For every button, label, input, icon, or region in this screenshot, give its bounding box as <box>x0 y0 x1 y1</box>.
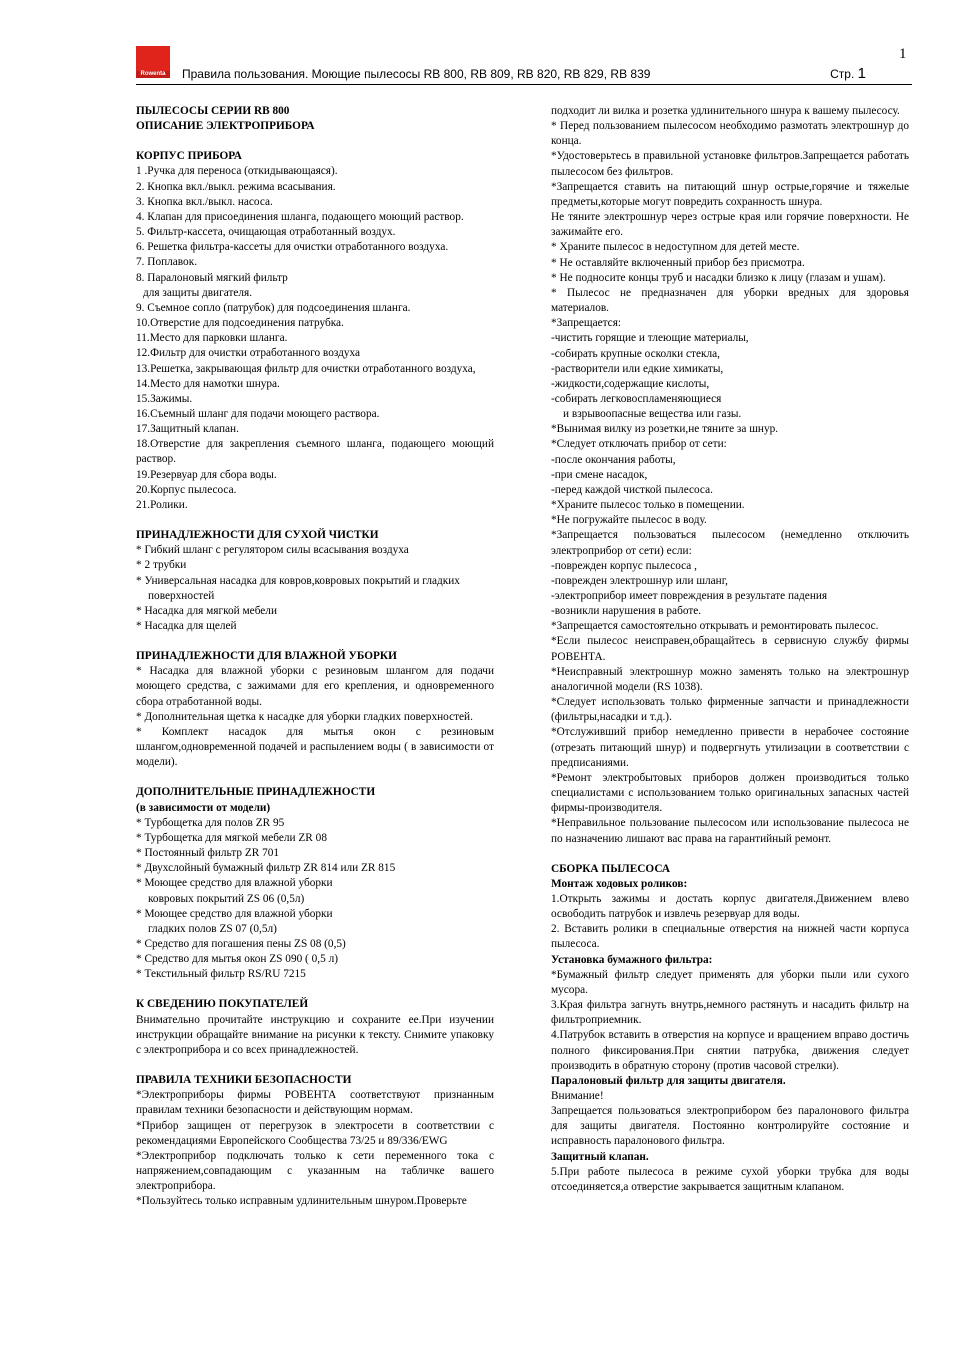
list-item: *Электроприборы фирмы РОВЕНТА соответствуют признанным правилам техники безопасности и действующим нормам. <box>136 1089 494 1117</box>
list-item: *Следует отключать прибор от сети: <box>551 438 727 451</box>
page-label: Стр. <box>830 67 855 81</box>
list-item: 5. Фильтр-кассета, очищающая отработанный воздух. <box>136 226 396 239</box>
valve-list <box>551 1165 909 1195</box>
list-item: 2. Вставить ролики в специальные отверстия на нижней части корпуса пылесоса. <box>551 923 909 951</box>
list-item: 6. Решетка фильтра-кассеты для очистки отработанного воздуха. <box>136 241 449 254</box>
list-item: * Постоянный фильтр ZR 701 <box>136 847 280 860</box>
list-item: 13.Решетка, закрывающая фильтр для очистки отработанного воздуха, <box>136 362 476 375</box>
list-item: * Насадка для влажной уборки с резиновым шлангом для подачи моющего средства, с зажимами для его крепления, и одновременного сбора отработанной воды. <box>136 665 494 708</box>
list-item: *Запрещается пользоваться пылесосом (немедленно отключить электроприбор от сети) если: <box>551 529 909 557</box>
section-heading: ПРИНАДЛЕЖНОСТИ ДЛЯ ВЛАЖНОЙ УБОРКИ <box>136 650 397 663</box>
list-item: * Не оставляйте включенный прибор без присмотра. <box>551 256 805 269</box>
list-item: * Средство для погашения пены ZS 08 (0,5) <box>136 937 346 950</box>
extra-accessories-list <box>136 816 494 983</box>
list-item: * Храните пылесос в недоступном для детей месте. <box>551 241 800 254</box>
list-item: * Текстильный фильтр RS/RU 7215 <box>136 968 306 981</box>
section-subheading: Паралоновый фильтр для защиты двигателя. <box>551 1074 786 1087</box>
buyers-paragraph: Внимательно прочитайте инструкцию и сохраните ее.При изучении инструкции обращайте внимание на рисунки к тексту. Снимите упаковку с электроприбора и со всех принадлежностей. <box>136 1013 494 1056</box>
list-item: * Перед пользованием пылесосом необходимо размотать электрошнур до конца. <box>551 120 909 148</box>
list-item: -поврежден электрошнур или шланг, <box>551 574 728 587</box>
list-item: 3.Края фильтра загнуть внутрь,немного растянуть и насадить фильтр на фильтроприемник. <box>551 999 909 1027</box>
list-item: ковровых покрытий ZS 06 (0,5л) <box>148 892 305 905</box>
list-item: 5.При работе пылесоса в режиме сухой уборки трубка для воды отсоединяется,а отверстие закрывается защитным клапаном. <box>551 1165 909 1193</box>
list-item: *Запрещается самостоятельно открывать и ремонтировать пылесос. <box>551 620 879 633</box>
list-item: *Следует использовать только фирменные запчасти и принадлежности (фильтры,насадки и т.д.). <box>551 696 909 724</box>
list-item: 18.Отверстие для закрепления съемного шланга, подающего моющий раствор. <box>136 438 494 466</box>
list-item: * 2 трубки <box>136 559 187 572</box>
list-item: * Дополнительная щетка к насадке для уборки гладких поверхностей. <box>136 710 473 723</box>
list-item: *Неисправный электрошнур можно заменять только на электрошнур аналогичной модели (RS 1038). <box>551 665 909 693</box>
list-item: * Не подносите концы труб и насадки близко к лицу (глазам и ушам). <box>551 271 886 284</box>
list-item: *Ремонт электробытовых приборов должен производиться только специалистами с использованием только оригинальных запасных частей фирмы-производителя. <box>551 771 909 815</box>
list-item: 15.Зажимы. <box>136 392 193 405</box>
list-item: *Неправильное пользование пылесосом или использование пылесоса не по назначению лишают вас права на гарантийный ремонт. <box>551 817 909 845</box>
list-item: 11.Место для парковки шланга. <box>136 332 288 345</box>
list-item: *Запрещается ставить на питающий шнур острые,горячие и тяжелые предметы,которые могут повредить сохранность шнура. <box>551 180 909 208</box>
section-heading: КОРПУС ПРИБОРА <box>136 150 242 163</box>
left-column <box>136 104 494 1209</box>
list-item: -перед каждой чисткой пылесоса. <box>551 483 713 496</box>
list-item: для защиты двигателя. <box>143 286 253 299</box>
list-item: -после окончания работы, <box>551 453 676 466</box>
list-item: подходит ли вилка и розетка удлинительного шнура к вашему пылесосу. <box>551 105 900 117</box>
list-item: * Пылесос не предназначен для уборки вредных для здоровья материалов. <box>551 286 909 315</box>
list-item: -собирать крупные осколки стекла, <box>551 347 720 360</box>
body-parts-list <box>136 164 494 513</box>
list-item: гладких полов ZS 07 (0,5л) <box>148 922 277 935</box>
list-item: поверхностей <box>148 589 215 602</box>
wet-accessories-list <box>136 664 494 770</box>
doc-title: ПЫЛЕСОСЫ СЕРИИ RB 800 <box>136 105 290 117</box>
list-item: -электроприбор имеет повреждения в результате падения <box>551 590 828 602</box>
list-item: 21.Ролики. <box>136 498 188 511</box>
list-item: * Комплект насадок для мытья окон с резиновым шлангом,одновременной подачей и распылением воды ( в зависимости от модели). <box>136 725 494 769</box>
foam-filter-list <box>551 1089 909 1150</box>
list-item: 12.Фильтр для очистки отработанного воздуха <box>136 347 361 360</box>
list-item: -растворители или едкие химикаты, <box>551 362 724 375</box>
list-item: -поврежден корпус пылесоса , <box>551 559 697 572</box>
list-item: *Отслуживший прибор немедленно привести в нерабочее состояние (отрезать питающий шнур) и подвергнуть утилизации в соответствии с предписаниями. <box>551 726 909 769</box>
list-item: 10.Отверстие для подсоединения патрубка. <box>136 317 344 330</box>
list-item: -жидкости,содержащие кислоты, <box>551 377 710 390</box>
doc-subtitle: ОПИСАНИЕ ЭЛЕКТРОПРИБОРА <box>136 120 315 133</box>
list-item: *Бумажный фильтр следует применять для уборки пыли или сухого мусора. <box>551 968 909 996</box>
header-page-indicator <box>830 65 866 82</box>
list-item: * Гибкий шланг с регулятором силы всасывания воздуха <box>136 544 409 557</box>
wheels-steps-list <box>551 892 909 953</box>
list-item: * Средство для мытья окон ZS 090 ( 0,5 л) <box>136 953 338 966</box>
list-item: *Храните пылесос только в помещении. <box>551 499 745 512</box>
list-item: * Двухслойный бумажный фильтр ZR 814 или ZR 815 <box>136 862 396 875</box>
section-heading: К СВЕДЕНИЮ ПОКУПАТЕЛЕЙ <box>136 998 309 1011</box>
list-item: * Моющее средство для влажной уборки <box>136 877 333 890</box>
list-item: 9. Съемное сопло (патрубок) для подсоединения шланга. <box>136 301 411 314</box>
list-item: 14.Место для намотки шнура. <box>136 377 280 390</box>
list-item: 4.Патрубок вставить в отверстия на корпусе и вращением вправо достичь полного фиксирования.При снятии патрубка, движения следует производить в обратную сторону (против часовой стрелки). <box>551 1029 909 1072</box>
section-subheading: Защитный клапан. <box>551 1150 649 1163</box>
list-item: *Вынимая вилку из розетки,не тяните за шнур. <box>551 423 779 436</box>
list-item: *Удостоверьтесь в правильной установке фильтров.Запрещается работать пылесосом без фильтров. <box>551 150 909 178</box>
header-page-num: 1 <box>857 65 866 82</box>
section-heading: СБОРКА ПЫЛЕСОСА <box>551 862 671 875</box>
logo-text: Rowenta <box>136 71 170 78</box>
list-item: -возникли нарушения в работе. <box>551 605 702 618</box>
section-subheading: Монтаж ходовых роликов: <box>551 877 688 890</box>
section-heading: ПРИНАДЛЕЖНОСТИ ДЛЯ СУХОЙ ЧИСТКИ <box>136 529 379 542</box>
list-item: 4. Клапан для присоединения шланга, подающего моющий раствор. <box>136 210 464 223</box>
list-item: 1.Открыть зажимы и достать корпус двигателя.Движением влево освободить патрубок и извлечь резервуар для воды. <box>551 892 909 921</box>
safety-continued-list <box>551 104 909 847</box>
list-item: 8. Паралоновый мягкий фильтр <box>136 271 288 284</box>
list-item: 16.Съемный шланг для подачи моющего раствора. <box>136 407 380 420</box>
list-item: * Универсальная насадка для ковров,ковровых покрытий и гладких <box>136 574 460 587</box>
header-title: Правила пользования. Моющие пылесосы RB 800, RB 809, RB 820, RB 829, RB 839 <box>182 67 651 81</box>
list-item: * Насадка для мягкой мебели <box>136 604 277 617</box>
page-header <box>136 46 912 85</box>
list-item: 17.Защитный клапан. <box>136 423 239 436</box>
list-item: 3. Кнопка вкл./выкл. насоса. <box>136 195 273 208</box>
list-item: *Если пылесос неисправен,обращайтесь в сервисную службу фирмы РОВЕНТА. <box>551 635 909 663</box>
list-item: -собирать легковоспламеняющиеся <box>551 392 722 405</box>
list-item: * Турбощетка для полов ZR 95 <box>136 816 285 829</box>
list-item: *Не погружайте пылесос в воду. <box>551 514 707 527</box>
list-item: * Моющее средство для влажной уборки <box>136 907 333 920</box>
list-item: Запрещается пользоваться электроприбором без паралонового фильтра для защиты двигателя. Постоянно контролируйте состояние и исправность паралонового фильтра. <box>551 1105 909 1148</box>
right-column <box>551 104 909 1195</box>
paper-filter-list <box>551 968 909 1074</box>
page-number: 1 <box>899 46 907 62</box>
list-item: * Турбощетка для мягкой мебели ZR 08 <box>136 831 327 844</box>
list-item: Не тяните электрошнур через острые края или горячие поверхности. Не зажимайте его. <box>551 211 909 239</box>
rowenta-logo <box>136 46 170 78</box>
list-item: Внимание! <box>551 1090 604 1102</box>
section-subheading: Установка бумажного фильтра: <box>551 953 713 966</box>
list-item: *Электроприбор подключать только к сети переменного тока с напряжением,совпадающим с указанным на табличке вашего электроприбора. <box>136 1149 494 1193</box>
section-subheading: (в зависимости от модели) <box>136 801 271 814</box>
list-item: *Пользуйтесь только исправным удлинительным шнуром.Проверьте <box>136 1195 467 1208</box>
list-item: -при смене насадок, <box>551 468 648 481</box>
section-heading: ДОПОЛНИТЕЛЬНЫЕ ПРИНАДЛЕЖНОСТИ <box>136 786 376 799</box>
list-item: *Запрещается: <box>551 317 622 330</box>
section-heading: ПРАВИЛА ТЕХНИКИ БЕЗОПАСНОСТИ <box>136 1074 352 1087</box>
list-item: 2. Кнопка вкл./выкл. режима всасывания. <box>136 180 336 193</box>
list-item: и взрывоопасные вещества или газы. <box>563 408 742 421</box>
list-item: *Прибор защищен от перегрузок в электросети в соответствии с рекомендациями Европейского Сообщества 73/25 и 89/336/EWG <box>136 1119 494 1147</box>
safety-list <box>136 1088 494 1209</box>
dry-accessories-list <box>136 543 494 634</box>
list-item: 20.Корпус пылесоса. <box>136 483 237 496</box>
list-item: 1 .Ручка для переноса (откидывающаяся). <box>136 165 338 178</box>
list-item: 19.Резервуар для сбора воды. <box>136 468 277 481</box>
list-item: * Насадка для щелей <box>136 620 237 632</box>
list-item: -чистить горящие и тлеющие материалы, <box>551 332 749 345</box>
list-item: 7. Поплавок. <box>136 256 198 269</box>
